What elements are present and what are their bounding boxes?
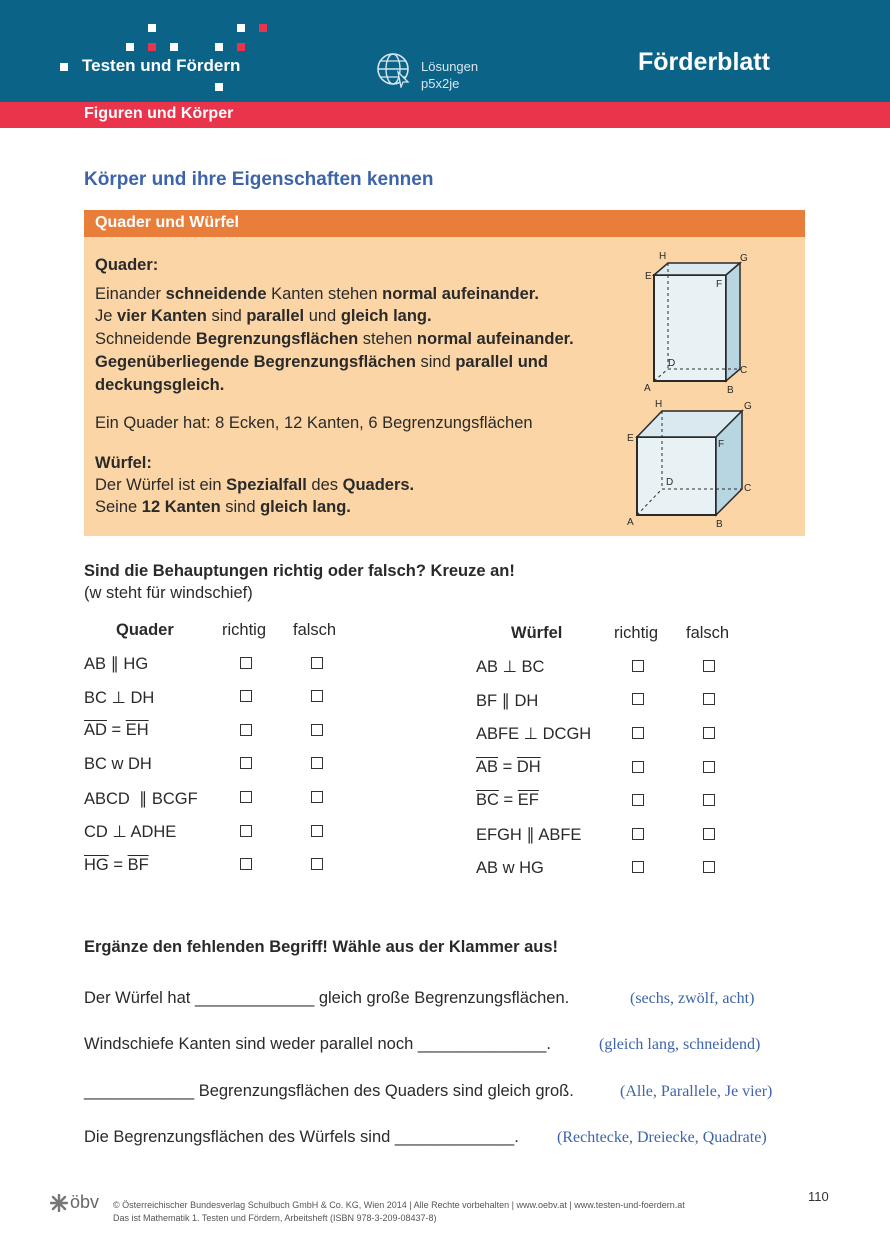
cube-label-g: G — [744, 401, 752, 412]
wuerfel-statement: EFGH ∥ ABFE — [476, 826, 582, 844]
checkbox-richtig[interactable] — [632, 727, 644, 739]
wuerfel-col-true: richtig — [614, 624, 659, 642]
checkbox-richtig[interactable] — [240, 791, 252, 803]
page-number: 110 — [808, 1189, 829, 1204]
loesungen-label[interactable]: Lösungen — [421, 59, 479, 74]
quader-column-head: Quader — [116, 621, 174, 639]
cube-label-f: F — [718, 439, 725, 450]
footer-book: Das ist Mathematik 1. Testen und Fördern, Arbeitsheft (ISBN 978-3-209-08437-8) — [113, 1213, 437, 1223]
checkbox-falsch[interactable] — [703, 761, 715, 773]
checkbox-falsch[interactable] — [311, 757, 323, 769]
fill-sentence-4[interactable]: Die Begrenzungsflächen des Würfels sind _____________. — [84, 1128, 519, 1146]
hint-3: (Alle, Parallele, Je vier) — [620, 1083, 773, 1100]
cube-label-a: A — [627, 517, 634, 528]
checkbox-falsch[interactable] — [703, 660, 715, 672]
cuboid-label-g: G — [740, 253, 748, 264]
globe-icon — [376, 52, 412, 88]
quader-statement: ABCD ∥ BCGF — [84, 790, 198, 808]
cuboid-label-e: E — [645, 271, 652, 282]
wuerfel-statement: ABFE ⊥ DCGH — [476, 725, 592, 743]
checkbox-falsch[interactable] — [703, 861, 715, 873]
wuerfel-statement: AB ⊥ BC — [476, 658, 545, 676]
wuerfel-statement: AB w HG — [476, 859, 544, 877]
checkbox-falsch[interactable] — [311, 690, 323, 702]
checkbox-richtig[interactable] — [240, 657, 252, 669]
cube-label-h: H — [655, 399, 663, 410]
publisher-star-icon — [50, 1194, 68, 1212]
wuerfel-column-head: Würfel — [511, 624, 563, 642]
hint-2: (gleich lang, schneidend) — [599, 1036, 761, 1053]
publisher-logo: öbv — [70, 1192, 100, 1212]
cuboid-label-a: A — [644, 383, 651, 394]
cuboid-label-d: D — [668, 358, 676, 369]
quader-statement: CD ⊥ ADHE — [84, 823, 177, 841]
cuboid-label-c: C — [740, 365, 748, 376]
task1-note: (w steht für windschief) — [84, 584, 253, 602]
fill-sentence-3[interactable]: ____________ Begrenzungsflächen des Quaders sind gleich groß. — [84, 1082, 574, 1100]
cube-figure — [622, 395, 762, 535]
hint-1: (sechs, zwölf, acht) — [630, 990, 755, 1007]
checkbox-richtig[interactable] — [632, 660, 644, 672]
quader-line-3: Schneidende Begrenzungsflächen stehen normal aufeinander. — [95, 330, 574, 348]
task2-instruction: Ergänze den fehlenden Begriff! Wähle aus der Klammer aus! — [84, 938, 559, 956]
checkbox-falsch[interactable] — [311, 724, 323, 736]
checkbox-falsch[interactable] — [311, 825, 323, 837]
loesungen-code[interactable]: p5x2je — [421, 76, 460, 91]
footer-copyright: © Österreichischer Bundesverlag Schulbuch GmbH & Co. KG, Wien 2014 | Alle Rechte vorbehalten | www.oebv.at | www.testen-und-foerdern.at — [113, 1200, 685, 1210]
wuerfel-col-false: falsch — [686, 624, 730, 642]
checkbox-richtig[interactable] — [632, 828, 644, 840]
quader-line-1: Einander schneidende Kanten stehen normal aufeinander. — [95, 285, 539, 303]
section-label: Figuren und Körper — [84, 105, 234, 122]
cube-label-c: C — [744, 483, 752, 494]
checkbox-richtig[interactable] — [632, 861, 644, 873]
checkbox-falsch[interactable] — [311, 791, 323, 803]
hint-4: (Rechtecke, Dreiecke, Quadrate) — [557, 1129, 767, 1146]
wuerfel-statement: $\overline{BC} = \overline{EF}$ — [476, 791, 539, 809]
quader-statement: $\overline{AD} = \overline{EH}$ — [84, 721, 149, 739]
checkbox-richtig[interactable] — [632, 693, 644, 705]
quader-line-4: Gegenüberliegende Begrenzungsflächen sind parallel und — [95, 353, 548, 371]
checkbox-falsch[interactable] — [703, 794, 715, 806]
brand-name: Testen und Fördern — [82, 56, 241, 75]
quader-label: Quader: — [95, 256, 159, 274]
page-title: Körper und ihre Eigenschaften kennen — [84, 169, 434, 190]
quader-line-2: Je vier Kanten sind parallel und gleich lang. — [95, 307, 432, 325]
checkbox-richtig[interactable] — [240, 858, 252, 870]
quader-line-5: deckungsgleich. — [95, 376, 225, 394]
checkbox-richtig[interactable] — [632, 761, 644, 773]
checkbox-richtig[interactable] — [240, 724, 252, 736]
fill-sentence-1[interactable]: Der Würfel hat _____________ gleich große Begrenzungsflächen. — [84, 989, 570, 1007]
checkbox-falsch[interactable] — [311, 858, 323, 870]
fill-sentence-2[interactable]: Windschiefe Kanten sind weder parallel noch ______________. — [84, 1035, 551, 1053]
cuboid-figure — [630, 245, 760, 395]
quader-summary: Ein Quader hat: 8 Ecken, 12 Kanten, 6 Begrenzungsflächen — [95, 414, 533, 432]
quader-statement: BC w DH — [84, 755, 152, 773]
checkbox-falsch[interactable] — [311, 657, 323, 669]
checkbox-falsch[interactable] — [703, 828, 715, 840]
wuerfel-line-1: Der Würfel ist ein Spezialfall des Quaders. — [95, 476, 415, 494]
checkbox-richtig[interactable] — [632, 794, 644, 806]
wuerfel-label: Würfel: — [95, 454, 152, 472]
checkbox-falsch[interactable] — [703, 727, 715, 739]
cube-label-e: E — [627, 433, 634, 444]
quader-col-true: richtig — [222, 621, 267, 639]
wuerfel-line-2: Seine 12 Kanten sind gleich lang. — [95, 498, 351, 516]
cuboid-label-b: B — [727, 385, 734, 395]
task1-instruction: Sind die Behauptungen richtig oder falsch? Kreuze an! — [84, 562, 515, 580]
info-box-heading: Quader und Würfel — [84, 210, 805, 237]
wuerfel-statement: BF ∥ DH — [476, 692, 539, 710]
quader-statement: $\overline{HG} = \overline{BF}$ — [84, 856, 149, 874]
quader-statement: AB ∥ HG — [84, 655, 149, 673]
checkbox-falsch[interactable] — [703, 693, 715, 705]
checkbox-richtig[interactable] — [240, 757, 252, 769]
cuboid-label-h: H — [659, 251, 667, 262]
quader-statement: BC ⊥ DH — [84, 689, 155, 707]
cube-label-d: D — [666, 477, 674, 488]
checkbox-richtig[interactable] — [240, 690, 252, 702]
cube-label-b: B — [716, 519, 723, 530]
wuerfel-statement: $\overline{AB} = \overline{DH}$ — [476, 758, 541, 776]
checkbox-richtig[interactable] — [240, 825, 252, 837]
quader-col-false: falsch — [293, 621, 337, 639]
sheet-type: Förderblatt — [638, 48, 770, 76]
cuboid-label-f: F — [716, 279, 723, 290]
